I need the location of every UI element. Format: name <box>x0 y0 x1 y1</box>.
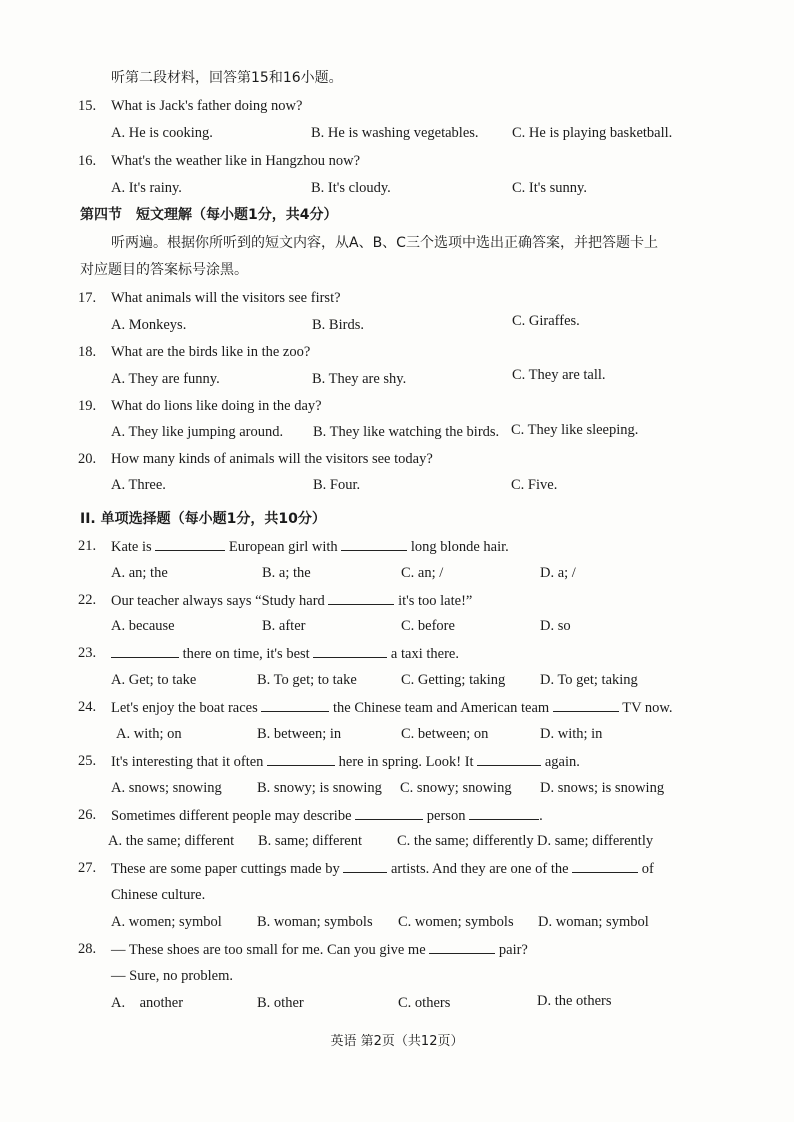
answer-blank <box>313 643 387 658</box>
answer-blank <box>429 939 495 954</box>
answer-blank <box>553 697 619 712</box>
answer-blank <box>328 590 394 605</box>
page-footer: 英语 第2页（共12页） <box>330 1034 464 1049</box>
answer-blank <box>355 805 423 820</box>
answer-blank <box>111 643 179 658</box>
answer-blank <box>267 751 335 766</box>
answer-blank <box>469 805 539 820</box>
answer-blank <box>261 697 329 712</box>
exam-page: 听第二段材料，回答第15和16小题。 15. What is Jack's father doing now? A. He is cooking. B. He is washing vegetables. C. He is playing basketball. 16. What's the weather like in Hangzhou now? A. It's rainy. B. It's cloudy. C. It's sunny. 第四节 短文理解（每小题1分，共4分） 听两遍。根据你所听到的短文内容，从A、B、C三个选项中选出正确答案，并把答题卡上 对应题目的答案标号涂黑。 17. What animals will the visitors see first? A. Monkeys. B. Birds. C. Giraffes. 18. What are the birds like in the zoo? A. They are funny. B. They are shy. C. They are tall. 19. What do lions like doing in the day? A. They like jumping around. B. They like watching the birds. C. They like sleeping. 20. How many kinds of animals will the visitors see today? A. Three. B. Four. C. Five. II. 单项选择题（每小题1分，共10分） 21. Kate is European girl with long blonde hair. A. an; the B. a; the C. an; / D. a; / 22. Our teacher always says “Study hard it's too late!” A. because B. after C. before D. so 23. there on time, it's best a taxi there. A. Get; to take B. To get; to take C. Getting; taking D. To get; taking 24. Let's enjoy the boat races the Chinese team and American team TV now. A. with; on B. between; in C. between; on D. with; in 25. It's interesting that it often here in spring. Look! It again. A. snows; snowing B. snowy; is snowing C. snowy; snowing D. snows; is snowing 26. Sometimes different people may describe person . A. the same; different B. same; different C. the same; differently D. same; differently 27. These are some paper cuttings made by artists. And they are one of the of Chinese culture. A. women; symbol B. woman; symbols C. women; symbols D. woman; symbol 28. — These shoes are too small for me. Can you give me pair? — Sure, no problem. A. another B. other C. others D. the others 英语 第2页（共12页） <box>0 0 794 1122</box>
answer-blank <box>572 858 638 873</box>
answer-blank <box>343 858 387 873</box>
answer-blank <box>155 536 225 551</box>
answer-blank <box>477 751 541 766</box>
answer-blank <box>341 536 407 551</box>
